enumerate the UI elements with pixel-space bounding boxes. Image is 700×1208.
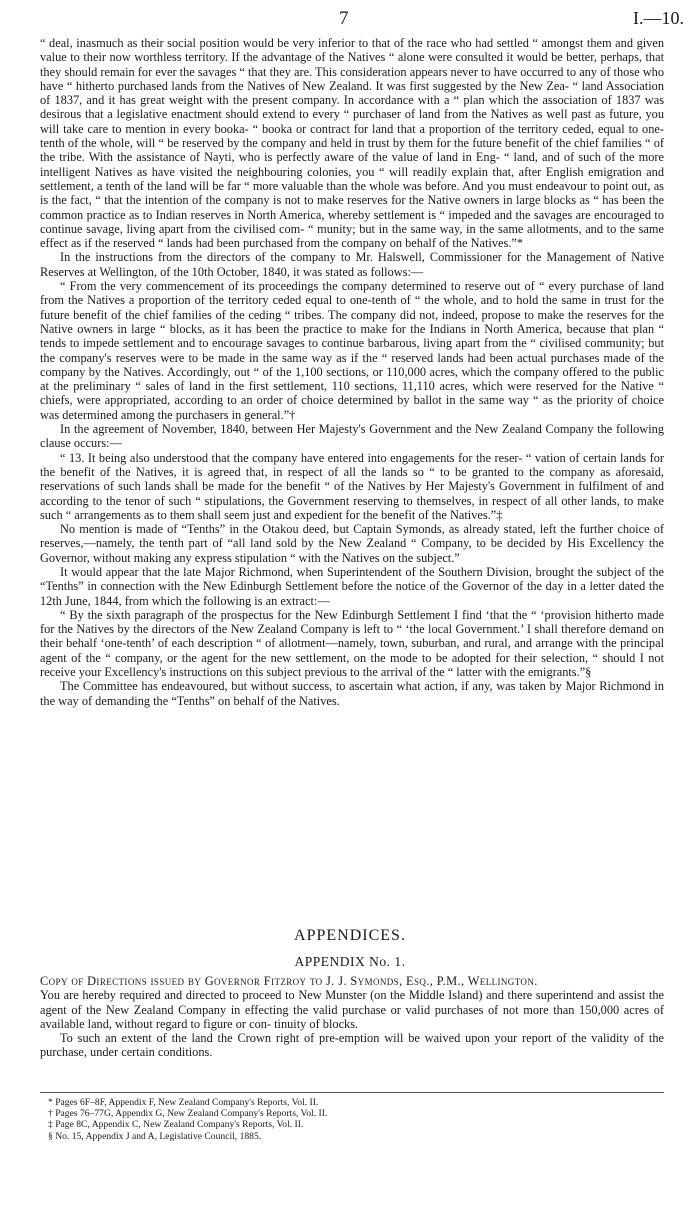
page-number: 7 xyxy=(339,8,349,29)
paragraph-committee-note: The Committee has endeavoured, but without success, to ascertain what action, if any, was taken by Major Richmond in the way of demanding the “Tenths” on behalf of the Natives. xyxy=(40,679,664,708)
paragraph-agreement-intro: In the agreement of November, 1840, between Her Majesty's Government and the New Zealand Company the following clause occurs:— xyxy=(40,422,664,451)
footnote-item: † Pages 76–77G, Appendix G, New Zealand Company's Reports, Vol. II. xyxy=(48,1108,328,1120)
appendices-title: APPENDICES. xyxy=(294,927,406,944)
footnote-item: * Pages 6F–8F, Appendix F, New Zealand Company's Reports, Vol. II. xyxy=(48,1097,319,1108)
document-reference: I.—10. xyxy=(633,8,684,28)
appendix-paragraph: To such an extent of the land the Crown right of pre-emption will be waived upon your report of the validity of the purchase, under certain conditions. xyxy=(40,1031,664,1060)
appendix-paragraph: You are hereby required and directed to proceed to New Munster (on the Middle Island) and there superintend and assist the agent of the New Zealand Company in effecting the valid purchase or valid purchases of not more than 150,000 acres of available land, without regard to figure or con- tinuity of blocks. xyxy=(40,988,664,1031)
paragraph-halswell-quote: “ From the very commencement of its proceedings the company determined to reserve out of “ every purchase of land from the Natives a proportion of the territory ceded equal to one-tenth of “ the whole, and to hold the same in trust for the future benefit of the chief families of the ceding “ tribes. The company did not, indeed, propose to make the reserves for the Native owners in large “ blocks, as it has been the practice to make for the Indians in North America, because that plan “ tends to impede settlement and to encourage savages to continue barbarous, living apart from the “ civilised community; but the company's reserves were to be made in the same way as if the “ reserved lands had been actual purchases made of the company by the Natives. Accordingly, out “ of the 1,100 sections, or 110,000 acres, which the company offered to the public at the preliminary “ sales of land in the first settlement, 110 sections, 11,110 acres, which were reserved for the Native “ chiefs, were appropriated, according to an order of choice determined by ballot in the same way “ as the priority of choice was determined among the purchasers in general.”† xyxy=(40,279,664,422)
footnote-item: § No. 15, Appendix J and A, Legislative Council, 1885. xyxy=(48,1130,262,1142)
footnote-item: ‡ Page 8C, Appendix C, New Zealand Company's Reports, Vol. II. xyxy=(48,1119,304,1131)
paragraph-halswell-intro: In the instructions from the directors of the company to Mr. Halswell, Commissioner for the Management of Native Reserves at Wellington, of the 10th October, 1840, it was stated as follows:— xyxy=(40,250,664,279)
footnote-divider xyxy=(40,1092,664,1093)
main-body-text xyxy=(40,36,664,708)
paragraph-richmond-extract: “ By the sixth paragraph of the prospectus for the New Edinburgh Settlement I find ‘that the “ ‘provision hitherto made for the Natives by the directors of the New Zealand Company is left to “ ‘the local Government.’ I shall therefore demand on their behalf ‘one-tenth’ of each description “ of allotment—namely, town, suburban, and rural, and arrange with the principal agent of the “ company, or the agent for the new settlement, on the mode to be adopted for their selection, “ should I not receive your Excellency's instructions on this subject previous to the arrival of the “ latter with the emigrants.”§ xyxy=(40,607,664,680)
paragraph-clause-13: “ 13. It being also understood that the company have entered into engagements for the reser- “ vation of certain lands for the benefit of the Natives, it is agreed that, in respect of all the lands so “ to be granted to the company as aforesaid, reservations of such lands shall be made for the benefit “ of the Natives by Her Majesty's Government in fulfilment of and according to the tenor of such “ stipulations, the Government reserving to themselves, in respect of all other lands, to make such “ arrangements as to them shall seem just and expedient for the benefit of the Natives.”‡ xyxy=(40,450,664,522)
appendix-text xyxy=(40,974,664,1060)
appendix-heading: Copy of Directions issued by Governor Fitzroy to J. J. Symonds, Esq., P.M., Wellington. xyxy=(40,974,538,988)
paragraph-instructions-quote: “ deal, inasmuch as their social position would be very inferior to that of the race who had settled “ amongst them and given value to their now worthless territory. If the advantage of the Natives “ alone were consulted it would be better, perhaps, that they should remain for ever the savages “ that they are. This consideration appears never to have occurred to any of those who have “ hitherto purchased lands from the Natives of New Zealand. It was first suggested by the New Zea- “ land Association of 1837, and it has great weight with the present company. In accordance with a “ plan which the association of 1837 was desirous that a legislative enactment should extend to every “ purchaser of land from the Natives as well past as future, you will take care to mention in every booka- “ booka or contract for land that a proportion of the territory ceded, equal to one-tenth of the whole, will “ be reserved by the company and held in trust by them for the future benefit of the chief families “ of the tribe. With the assistance of Nayti, who is perfectly aware of the value of land in Eng- “ land, and of such of the more intelligent Natives as have visited the neighbouring colonies, you “ will readily explain that, after English emigration and settlement, a tenth of the land will be far “ more valuable than the whole was before. And you must endeavour to point out, as is the fact, “ that the intention of the company is not to make reserves for the Native owners in large blocks as “ has been the common practice as to Indian reserves in North America, whereby settlement is “ impeded and the savages are encouraged to continue savage, living apart from the civilised com- “ munity; but in the same way, in the same allotments, and to the same effect as if the reserved “ lands had been purchased from the company on behalf of the Natives.”* xyxy=(40,36,664,251)
footnotes xyxy=(48,1097,648,1142)
paragraph-richmond-letter: It would appear that the late Major Richmond, when Superintendent of the Southern Division, brought the subject of the “Tenths” in connection with the New Edinburgh Settlement before the notice of the Governor of the day in a letter dated the 12th June, 1844, from which the following is an extract:— xyxy=(40,564,664,608)
paragraph-otakou-deed: No mention is made of “Tenths” in the Otakou deed, but Captain Symonds, as already stated, left the further choice of reserves,—namely, the tenth part of “all land sold by the New Zealand “ Company, to be decided by His Excellency the Governor, without making any express stipulation “ with the Natives on the subject.” xyxy=(40,522,664,565)
page-header xyxy=(0,8,700,34)
appendix-number: APPENDIX No. 1. xyxy=(294,954,406,969)
